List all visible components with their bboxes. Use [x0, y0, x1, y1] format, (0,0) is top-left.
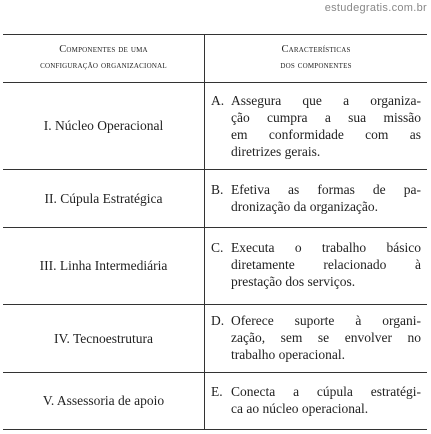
header-characteristics-line: Características — [281, 44, 351, 55]
component-strategic-apex: II. Cúpula Estratégica — [44, 190, 163, 206]
text-line: em conformidade com as — [231, 127, 421, 142]
characteristic-d — [205, 305, 427, 372]
text-line: Efetiva as formas de pa- — [231, 182, 421, 197]
header-characteristics-line: dos componentes — [280, 60, 352, 71]
text-line: diretamente relacionado à — [231, 257, 421, 272]
text-line: prestação dos serviços. — [231, 274, 356, 289]
characteristic-c — [205, 228, 427, 304]
components-table — [3, 34, 427, 430]
text-line: Executa o trabalho básico — [231, 240, 421, 255]
characteristic-text — [231, 92, 421, 160]
text-line: Conecta a cúpula estratégi- — [231, 384, 421, 399]
component-support-staff: V. Assessoria de apoio — [42, 393, 165, 408]
characteristic-a — [205, 83, 427, 169]
characteristic-b — [205, 170, 427, 227]
text-line: dronização da organização. — [231, 199, 379, 214]
text-line: ca ao núcleo operacional. — [231, 401, 369, 416]
text-line: ção cumpra a sua missão — [231, 110, 421, 125]
text-line: trabalho operacional. — [231, 347, 345, 362]
characteristic-letter: B. — [211, 182, 224, 197]
characteristic-letter: C. — [211, 240, 224, 255]
header-components-line: configuração organizacional — [40, 60, 167, 71]
text-line: Assegura que a organiza- — [231, 93, 421, 108]
characteristic-text — [231, 383, 421, 417]
header-components — [3, 34, 204, 82]
table-bottom-rule — [3, 429, 427, 430]
text-line: diretrizes gerais. — [231, 144, 321, 159]
watermark: estudegratis.com.br — [324, 2, 427, 14]
characteristic-text — [231, 181, 421, 215]
text-line: Oferece suporte à organi- — [231, 313, 421, 328]
characteristic-letter: A. — [211, 93, 225, 108]
component-middle-line: III. Linha Intermediária — [39, 258, 168, 273]
text-line: zação, sem se envolver no — [231, 330, 421, 345]
characteristic-letter: D. — [211, 313, 225, 328]
characteristic-text — [231, 239, 421, 290]
header-components-line: Componentes de uma — [59, 44, 148, 55]
characteristic-e — [205, 373, 427, 429]
header-characteristics — [205, 34, 427, 82]
characteristic-text — [231, 312, 421, 363]
component-core-operational: I. Núcleo Operacional — [43, 118, 164, 133]
component-technostructure: IV. Tecnoestrutura — [53, 330, 154, 346]
characteristic-letter: E. — [211, 384, 223, 399]
